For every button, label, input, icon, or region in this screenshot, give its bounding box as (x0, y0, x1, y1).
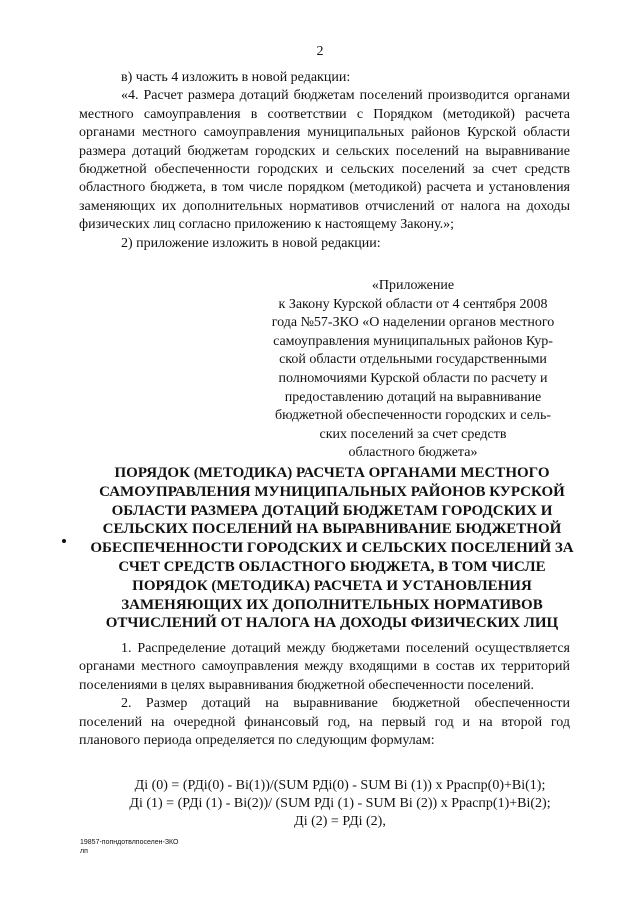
appendix-line: ской области отдельными государственными (279, 352, 547, 368)
appendix-header (246, 277, 580, 463)
page-number: 2 (316, 44, 324, 59)
appendix-line: предоставлению дотаций на выравнивание (284, 389, 542, 405)
body-text (79, 640, 570, 750)
item-2: 2. Размер дотаций на выравнивание бюджетной обеспеченности поселений на очередной финансовый год, на первый год и на второй год планового периода определяется по следующим формулам: (79, 696, 570, 749)
formula-1: Дi (0) = (РДi(0) - Bi(1))/(SUM РДi(0) - SUM Bi (1)) x Pраспр(0)+Bi(1); (134, 778, 546, 793)
quoted-part-4: «4. Расчет размера дотаций бюджетам поселений производится органами местного самоуправления в соответствии с Порядком (методикой) расчета органами местного самоуправления муниципальных районов Курской области размера дотаций бюджетам городских и сельских поселений на выравнивание бюджетной обеспеченности городских и сельских поселений за счет средств областного бюджета, в том числе порядком (методикой) расчета и установления заменяющих их дополнительных нормативов отчислений от налога на доходы физических лиц согласно приложению к настоящему Закону.»; (79, 88, 570, 233)
appendix-line: «Приложение (371, 278, 455, 293)
paragraph-v: в) часть 4 изложить в новой редакции: (121, 70, 351, 85)
appendix-line: полномочиями Курской области по расчету и (278, 370, 548, 386)
footer-initials: лп (80, 848, 88, 855)
amendment-text (79, 69, 570, 253)
appendix-line: к Закону Курской области от 4 сентября 2008 (278, 296, 548, 312)
formula-3: Дi (2) = РДi (2), (294, 814, 386, 829)
appendix-line: самоуправления муниципальных районов Кур- (273, 333, 553, 349)
footer-filename: 19857-попндотвлпоселен-ЗКО (80, 839, 179, 846)
file-footer (80, 838, 179, 856)
scan-speck (62, 539, 66, 543)
appendix-line: областного бюджета» (348, 445, 478, 461)
formula-2: Дi (1) = (РДi (1) - Bi(2))/ (SUM РДi (1) - SUM Bi (2)) x Pраспр(1)+Bi(2); (129, 796, 551, 811)
formulas (110, 777, 570, 831)
appendix-line: ских поселений за счет средств (319, 426, 507, 442)
section-heading: ПОРЯДОК (МЕТОДИКА) РАСЧЕТА ОРГАНАМИ МЕСТНОГО САМОУПРАВЛЕНИЯ МУНИЦИПАЛЬНЫХ РАЙОНОВ КУРСКОЙ ОБЛАСТИ РАЗМЕРА ДОТАЦИЙ БЮДЖЕТАМ ГОРОДСКИХ И СЕЛЬСКИХ ПОСЕЛЕНИЙ НА ВЫРАВНИВАНИЕ БЮДЖЕТНОЙ ОБЕСПЕЧЕННОСТИ ГОРОДСКИХ И СЕЛЬСКИХ ПОСЕЛЕНИЙ ЗА СЧЕТ СРЕДСТВ ОБЛАСТНОГО БЮДЖЕТА, В ТОМ ЧИСЛЕ ПОРЯДОК (МЕТОДИКА) РАСЧЕТА И УСТАНОВЛЕНИЯ ЗАМЕНЯЮЩИХ ИХ ДОПОЛНИТЕЛЬНЫХ НОРМАТИВОВ ОТЧИСЛЕНИЙ ОТ НАЛОГА НА ДОХОДЫ ФИЗИЧЕСКИХ ЛИЦ (90, 465, 574, 632)
paragraph-2: 2) приложение изложить в новой редакции: (121, 235, 381, 251)
appendix-line: года №57-ЗКО «О наделении органов местного (271, 315, 555, 331)
item-1: 1. Распределение дотаций между бюджетами поселений осуществляется органами местного самоуправления между входящими в состав их территорий поселениями в целях выравнивания бюджетной обеспеченности поселений. (79, 641, 570, 693)
appendix-line: бюджетной обеспеченности городских и сель- (274, 408, 552, 424)
